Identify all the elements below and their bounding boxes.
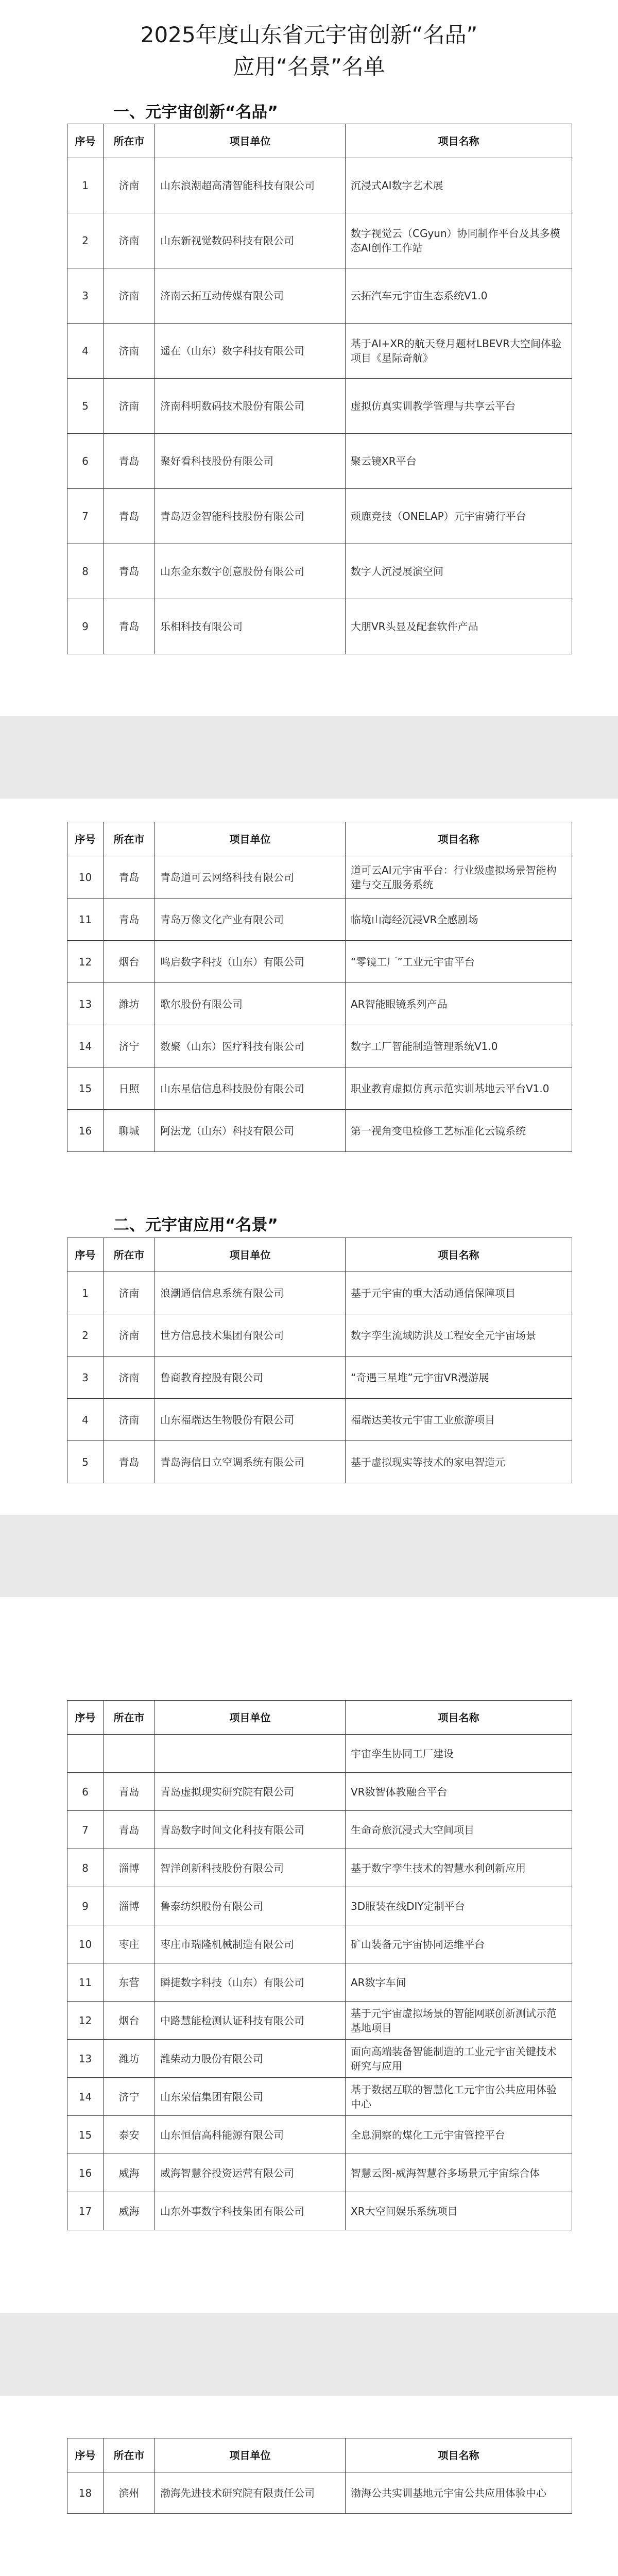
row-city: 济南 [104, 1357, 155, 1399]
row-city: 日照 [104, 1067, 155, 1110]
row-unit: 世方信息技术集团有限公司 [155, 1314, 346, 1357]
row-city [104, 1735, 155, 1773]
table-row [67, 1441, 572, 1483]
row-no: 7 [67, 1811, 104, 1849]
row-unit: 鲁商教育控股有限公司 [155, 1357, 346, 1399]
row-no: 18 [67, 2472, 104, 2514]
table-row [67, 434, 572, 489]
row-no [67, 1735, 104, 1773]
page-2 [0, 799, 618, 1515]
header-city: 所在市 [104, 2438, 155, 2472]
row-name: 渤海公共实训基地元宇宙公共应用体验中心 [346, 2472, 572, 2514]
table-row [67, 1314, 572, 1357]
row-name: 第一视角变电检修工艺标准化云镜系统 [346, 1110, 572, 1152]
row-name: 基于虚拟现实等技术的家电智造元 [346, 1441, 572, 1483]
row-city: 青岛 [104, 489, 155, 544]
row-city: 滨州 [104, 2472, 155, 2514]
row-unit: 威海智慧谷投资运营有限公司 [155, 2154, 346, 2192]
table-row [67, 2154, 572, 2192]
table-row [67, 489, 572, 544]
table-body [67, 1272, 572, 1483]
row-name: 福瑞达美妆元宇宙工业旅游项目 [346, 1399, 572, 1441]
table-row [67, 941, 572, 983]
row-no: 4 [67, 324, 104, 379]
row-no: 12 [67, 2002, 104, 2040]
table-row [67, 1110, 572, 1152]
row-city: 济南 [104, 1272, 155, 1314]
row-name: 数字工厂智能制造管理系统V1.0 [346, 1025, 572, 1067]
row-city: 潍坊 [104, 2040, 155, 2078]
row-no: 15 [67, 2116, 104, 2154]
row-city: 青岛 [104, 1811, 155, 1849]
section-products-heading: 一、元宇宙创新“名品” [113, 103, 278, 122]
row-city: 潍坊 [104, 983, 155, 1025]
table-row [67, 2472, 572, 2514]
row-name: 矿山装备元宇宙协同运维平台 [346, 1925, 572, 1963]
header-no: 序号 [67, 822, 104, 856]
row-no: 1 [67, 1272, 104, 1314]
row-name: 基于数据互联的智慧化工元宇宙公共应用体验中心 [346, 2078, 572, 2116]
header-no: 序号 [67, 124, 104, 158]
header-name: 项目名称 [346, 1238, 572, 1272]
row-name: 3D服装在线DIY定制平台 [346, 1887, 572, 1925]
row-city: 青岛 [104, 1773, 155, 1811]
row-unit: 青岛万像文化产业有限公司 [155, 899, 346, 941]
row-city: 青岛 [104, 544, 155, 599]
row-name: “奇遇三星堆”元宇宙VR漫游展 [346, 1357, 572, 1399]
row-name: 大朋VR头显及配套软件产品 [346, 599, 572, 654]
row-name: 面向高端装备智能制造的工业元宇宙关键技术研究与应用 [346, 2040, 572, 2078]
table-row [67, 1963, 572, 2002]
row-name: 智慧云图-威海智慧谷多场景元宇宙综合体 [346, 2154, 572, 2192]
row-unit: 歌尔股份有限公司 [155, 983, 346, 1025]
scenes-table-2 [67, 1700, 572, 2230]
row-unit: 山东福瑞达生物股份有限公司 [155, 1399, 346, 1441]
row-city: 泰安 [104, 2116, 155, 2154]
row-name: VR数智体教融合平台 [346, 1773, 572, 1811]
header-name: 项目名称 [346, 2438, 572, 2472]
row-no: 14 [67, 2078, 104, 2116]
row-no: 8 [67, 544, 104, 599]
row-name: 数字视觉云（CGyun）协同制作平台及其多模态AI创作工作站 [346, 213, 572, 268]
row-unit: 枣庄市瑞隆机械制造有限公司 [155, 1925, 346, 1963]
scenes-table-1 [67, 1238, 572, 1483]
row-name: 临境山海经沉浸VR全感剧场 [346, 899, 572, 941]
header-no: 序号 [67, 1701, 104, 1735]
row-unit: 山东外事数字科技集团有限公司 [155, 2192, 346, 2230]
row-no: 11 [67, 899, 104, 941]
row-unit: 青岛道可云网络科技有限公司 [155, 856, 346, 899]
row-city: 济南 [104, 158, 155, 213]
table-row [67, 213, 572, 268]
row-city: 青岛 [104, 899, 155, 941]
row-no: 14 [67, 1025, 104, 1067]
row-name: XR大空间娱乐系统项目 [346, 2192, 572, 2230]
row-no: 1 [67, 158, 104, 213]
row-city: 枣庄 [104, 1925, 155, 1963]
row-city: 济南 [104, 1399, 155, 1441]
table-row [67, 856, 572, 899]
table-row [67, 599, 572, 654]
row-no: 16 [67, 1110, 104, 1152]
table-row [67, 1887, 572, 1925]
row-unit: 青岛虚拟现实研究院有限公司 [155, 1773, 346, 1811]
header-name: 项目名称 [346, 822, 572, 856]
table-row [67, 1849, 572, 1887]
row-no: 8 [67, 1849, 104, 1887]
row-unit: 鸣启数字科技（山东）有限公司 [155, 941, 346, 983]
row-name: 基于AI+XR的航天登月题材LBEVR大空间体验项目《星际奇航》 [346, 324, 572, 379]
row-city: 济宁 [104, 2078, 155, 2116]
row-name: AR智能眼镜系列产品 [346, 983, 572, 1025]
row-name: 基于元宇宙虚拟场景的智能网联创新测试示范基地项目 [346, 2002, 572, 2040]
table-row [67, 1357, 572, 1399]
row-no: 13 [67, 2040, 104, 2078]
row-unit: 智洋创新科技股份有限公司 [155, 1849, 346, 1887]
table-body [67, 2472, 572, 2514]
table-row [67, 2040, 572, 2078]
row-unit: 遥在（山东）数字科技有限公司 [155, 324, 346, 379]
header-city: 所在市 [104, 822, 155, 856]
table-row [67, 544, 572, 599]
row-city: 聊城 [104, 1110, 155, 1152]
row-unit: 瞬捷数字科技（山东）有限公司 [155, 1963, 346, 2002]
table-row [67, 1067, 572, 1110]
row-city: 青岛 [104, 1441, 155, 1483]
header-unit: 项目单位 [155, 1701, 346, 1735]
table-row [67, 1773, 572, 1811]
row-name: 基于元宇宙的重大活动通信保障项目 [346, 1272, 572, 1314]
row-unit: 青岛数字时间文化科技有限公司 [155, 1811, 346, 1849]
row-name: AR数字车间 [346, 1963, 572, 2002]
table-row [67, 1399, 572, 1441]
row-city: 青岛 [104, 434, 155, 489]
row-no: 7 [67, 489, 104, 544]
page-4 [0, 2396, 618, 2576]
section-scenes-heading: 二、元宇宙应用“名景” [113, 1216, 278, 1234]
row-name: 顽鹿竞技（ONELAP）元宇宙骑行平台 [346, 489, 572, 544]
row-no: 3 [67, 268, 104, 324]
row-unit: 济南云拓互动传媒有限公司 [155, 268, 346, 324]
table-body [67, 158, 572, 654]
table-row [67, 158, 572, 213]
table-row [67, 1811, 572, 1849]
row-no: 10 [67, 1925, 104, 1963]
table-row [67, 1735, 572, 1773]
row-no: 6 [67, 434, 104, 489]
row-no: 2 [67, 213, 104, 268]
table-row [67, 1272, 572, 1314]
row-city: 济宁 [104, 1025, 155, 1067]
header-no: 序号 [67, 1238, 104, 1272]
row-no: 3 [67, 1357, 104, 1399]
row-no: 17 [67, 2192, 104, 2230]
row-name: 宇宙孪生协同工厂建设 [346, 1735, 572, 1773]
page-1 [0, 0, 618, 716]
row-no: 9 [67, 1887, 104, 1925]
row-unit: 鲁泰纺织股份有限公司 [155, 1887, 346, 1925]
header-city: 所在市 [104, 1238, 155, 1272]
table-row [67, 983, 572, 1025]
row-city: 济南 [104, 324, 155, 379]
row-unit: 青岛海信日立空调系统有限公司 [155, 1441, 346, 1483]
row-unit: 山东金东数字创意股份有限公司 [155, 544, 346, 599]
row-unit: 山东荣信集团有限公司 [155, 2078, 346, 2116]
header-name: 项目名称 [346, 1701, 572, 1735]
row-unit: 乐相科技有限公司 [155, 599, 346, 654]
row-no: 10 [67, 856, 104, 899]
row-city: 东营 [104, 1963, 155, 2002]
row-unit [155, 1735, 346, 1773]
row-unit: 阿法龙（山东）科技有限公司 [155, 1110, 346, 1152]
row-name: 全息洞察的煤化工元宇宙管控平台 [346, 2116, 572, 2154]
row-no: 13 [67, 983, 104, 1025]
table-row [67, 379, 572, 434]
row-no: 6 [67, 1773, 104, 1811]
products-table-2 [67, 822, 572, 1152]
row-unit: 山东新视觉数码科技有限公司 [155, 213, 346, 268]
row-city: 烟台 [104, 941, 155, 983]
row-city: 青岛 [104, 599, 155, 654]
row-unit: 山东浪潮超高清智能科技有限公司 [155, 158, 346, 213]
page-3 [0, 1597, 618, 2313]
products-table-1 [67, 124, 572, 654]
row-name: 生命奇旅沉浸式大空间项目 [346, 1811, 572, 1849]
table-body [67, 1735, 572, 2230]
table-row [67, 1025, 572, 1067]
row-city: 济南 [104, 1314, 155, 1357]
header-city: 所在市 [104, 124, 155, 158]
header-unit: 项目单位 [155, 1238, 346, 1272]
row-unit: 潍柴动力股份有限公司 [155, 2040, 346, 2078]
table-row [67, 2078, 572, 2116]
row-name: 职业教育虚拟仿真示范实训基地云平台V1.0 [346, 1067, 572, 1110]
table-row [67, 1925, 572, 1963]
row-unit: 山东星信信息科技股份有限公司 [155, 1067, 346, 1110]
row-city: 济南 [104, 379, 155, 434]
row-name: 聚云镜XR平台 [346, 434, 572, 489]
row-unit: 青岛迈金智能科技股份有限公司 [155, 489, 346, 544]
row-no: 15 [67, 1067, 104, 1110]
table-row [67, 2002, 572, 2040]
header-unit: 项目单位 [155, 2438, 346, 2472]
row-city: 青岛 [104, 856, 155, 899]
table-row [67, 899, 572, 941]
row-no: 11 [67, 1963, 104, 2002]
row-name: 虚拟仿真实训教学管理与共享云平台 [346, 379, 572, 434]
row-city: 济南 [104, 268, 155, 324]
doc-title-line1: 2025年度山东省元宇宙创新“名品” [140, 22, 478, 47]
row-unit: 渤海先进技术研究院有限责任公司 [155, 2472, 346, 2514]
table-body [67, 856, 572, 1152]
doc-title-line2: 应用“名景”名单 [233, 54, 385, 79]
table-row [67, 2116, 572, 2154]
row-no: 16 [67, 2154, 104, 2192]
row-unit: 中路慧能检测认证科技有限公司 [155, 2002, 346, 2040]
header-no: 序号 [67, 2438, 104, 2472]
row-name: 数字孪生流域防洪及工程安全元宇宙场景 [346, 1314, 572, 1357]
header-unit: 项目单位 [155, 822, 346, 856]
row-city: 淄博 [104, 1849, 155, 1887]
row-no: 5 [67, 379, 104, 434]
table-row [67, 268, 572, 324]
row-name: 基于数字孪生技术的智慧水利创新应用 [346, 1849, 572, 1887]
row-city: 威海 [104, 2192, 155, 2230]
row-no: 2 [67, 1314, 104, 1357]
table-row [67, 2192, 572, 2230]
row-no: 9 [67, 599, 104, 654]
row-city: 济南 [104, 213, 155, 268]
table-row [67, 324, 572, 379]
row-name: 道可云AI元宇宙平台：行业级虚拟场景智能构建与交互服务系统 [346, 856, 572, 899]
row-unit: 数聚（山东）医疗科技有限公司 [155, 1025, 346, 1067]
header-name: 项目名称 [346, 124, 572, 158]
row-unit: 聚好看科技股份有限公司 [155, 434, 346, 489]
row-city: 威海 [104, 2154, 155, 2192]
row-no: 4 [67, 1399, 104, 1441]
header-city: 所在市 [104, 1701, 155, 1735]
row-name: 数字人沉浸展演空间 [346, 544, 572, 599]
row-city: 淄博 [104, 1887, 155, 1925]
row-city: 烟台 [104, 2002, 155, 2040]
row-unit: 浪潮通信信息系统有限公司 [155, 1272, 346, 1314]
scenes-table-3 [67, 2438, 572, 2514]
row-name: “零镜工厂”工业元宇宙平台 [346, 941, 572, 983]
row-unit: 山东恒信高科能源有限公司 [155, 2116, 346, 2154]
row-no: 12 [67, 941, 104, 983]
header-unit: 项目单位 [155, 124, 346, 158]
row-name: 云拓汽车元宇宙生态系统V1.0 [346, 268, 572, 324]
row-no: 5 [67, 1441, 104, 1483]
row-name: 沉浸式AI数字艺术展 [346, 158, 572, 213]
row-unit: 济南科明数码技术股份有限公司 [155, 379, 346, 434]
